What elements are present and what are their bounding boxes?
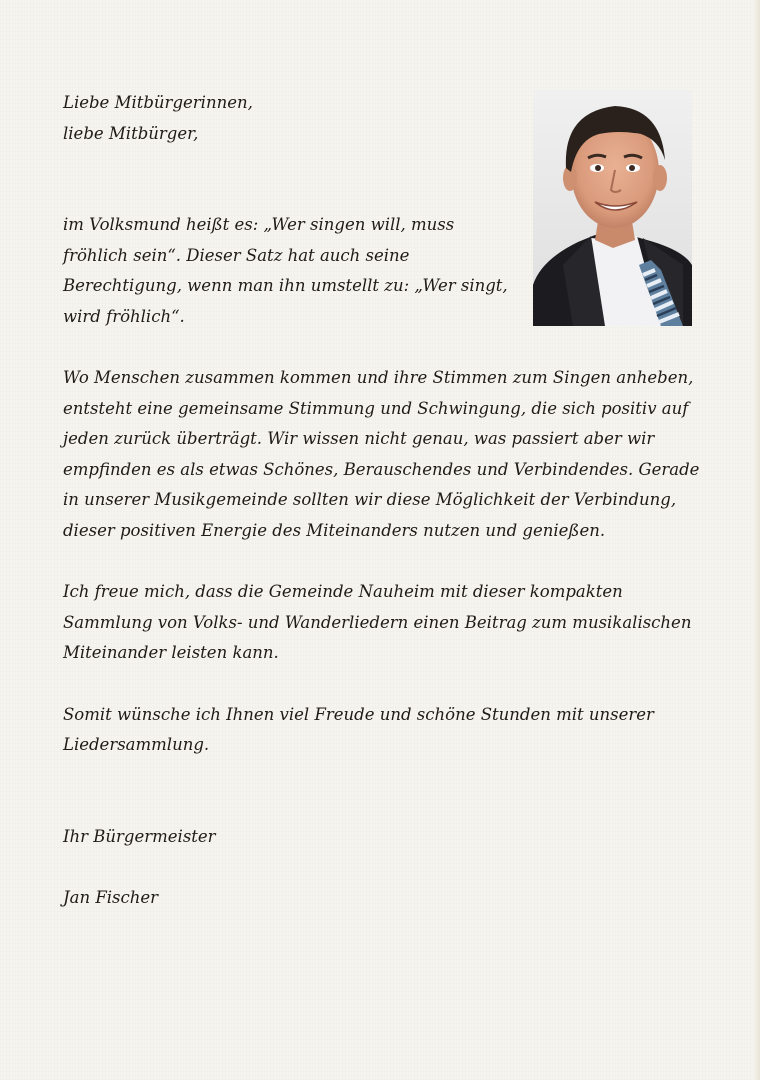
signature-name: Jan Fischer — [63, 888, 159, 907]
letter-body — [63, 88, 703, 914]
salutation — [63, 88, 513, 149]
closing: Ihr Bürgermeister — [63, 826, 216, 846]
paragraph-2: Wo Menschen zusammen kommen und ihre Stimmen zum Singen anheben, entsteht eine gemeinsame Stimmung und Schwingung, die sich positiv auf jeden zurück überträgt. Wir wissen nicht genau, was passiert aber wir empfinden es als etwas Schönes, Berauschendes und Verbindendes. Gerade in unserer Musikgemeinde sollten wir diese Möglichkeit der Verbindung, dieser positiven Energie des Miteinanders nutzen und genießen. — [63, 368, 700, 540]
salutation-line-1: Liebe Mitbürgerinnen, — [63, 93, 253, 112]
paragraph-4: Somit wünsche ich Ihnen viel Freude und schöne Stunden mit unserer Liedersammlung. — [63, 704, 654, 754]
salutation-line-2: liebe Mitbürger, — [63, 123, 199, 143]
paragraph-3: Ich freue mich, dass die Gemeinde Nauheim mit dieser kompakten Sammlung von Volks- und Wanderliedern einen Beitrag zum musikalischen Miteinander leisten kann. — [63, 582, 692, 662]
page-edge — [754, 0, 760, 1080]
paragraph-1: im Volksmund heißt es: „Wer singen will, muss fröhlich sein“. Dieser Satz hat auch seine Berechtigung, wenn man ihn umstellt zu: „Wer singt, wird fröhlich“. — [63, 215, 508, 326]
